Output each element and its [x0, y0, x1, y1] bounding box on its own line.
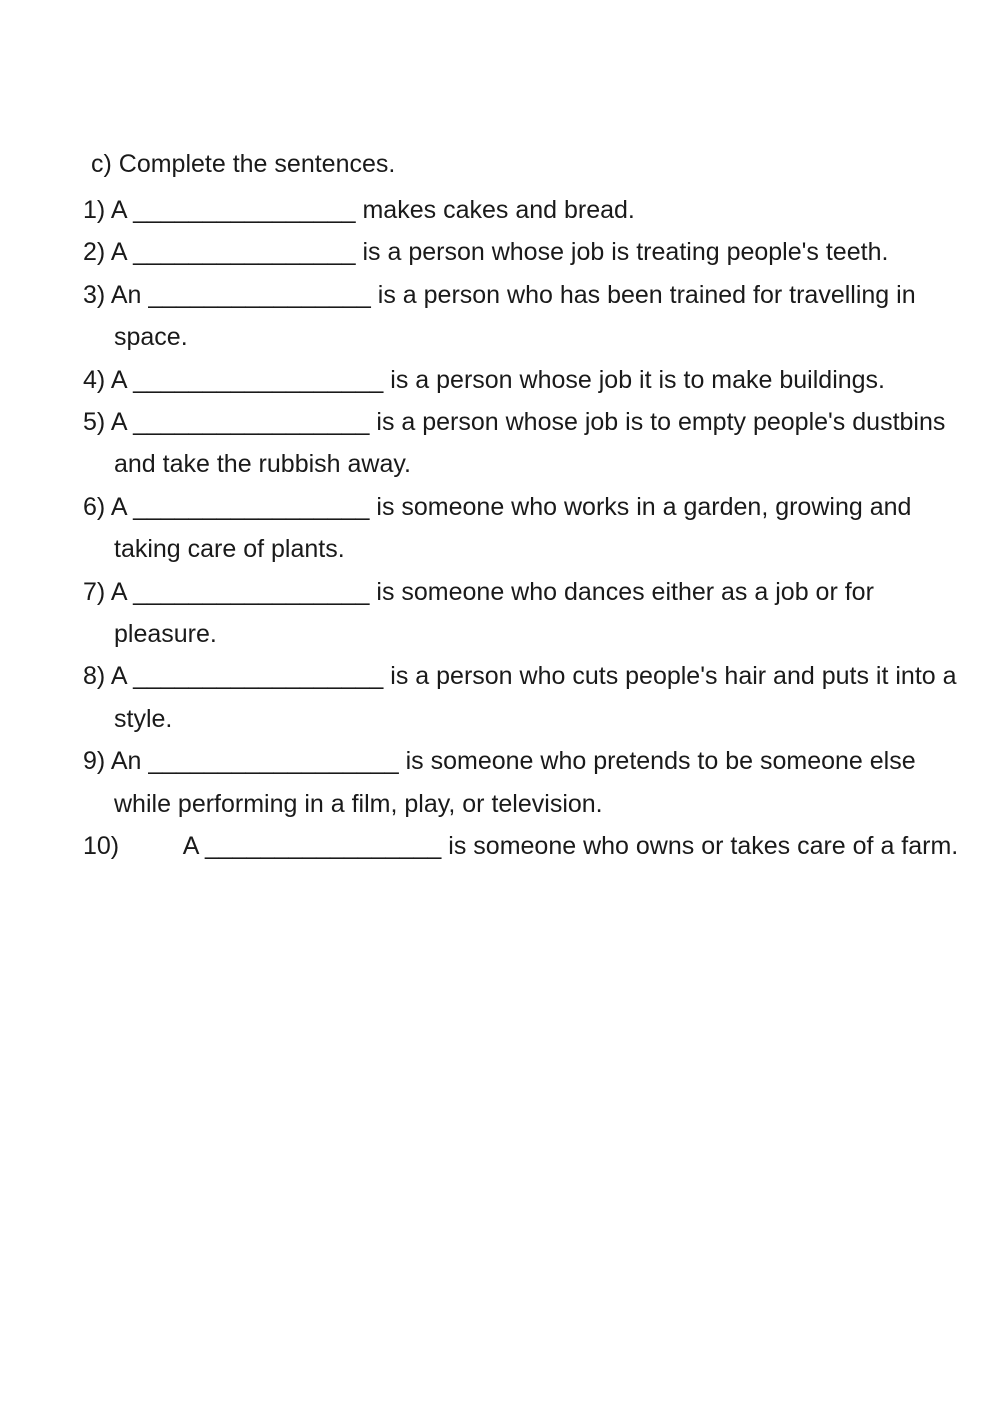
item-number: 5) [83, 408, 106, 437]
item-text: is a person who has been trained for travelling in space. [114, 280, 916, 352]
item-article: A [110, 238, 127, 267]
item-text: is a person who cuts people's hair and puts it into a style. [114, 662, 957, 733]
answer-blank: _________________ [133, 492, 370, 521]
answer-blank: __________________ [133, 662, 384, 691]
answer-blank: _________________ [204, 832, 442, 861]
answer-blank: ________________ [133, 196, 356, 224]
item-number: 6) [83, 492, 106, 521]
sentence-item-5 [83, 401, 963, 486]
item-number: 9) [83, 747, 106, 776]
sentence-list [83, 189, 963, 868]
sentence-item-8 [83, 655, 963, 740]
item-text: makes cakes and bread. [362, 196, 635, 224]
answer-blank: __________________ [133, 365, 384, 394]
item-number: 7) [83, 577, 106, 606]
item-article: A [110, 408, 127, 437]
instruction-heading: c) Complete the sentences. [91, 150, 396, 178]
answer-blank: __________________ [148, 747, 399, 776]
sentence-item-3 [83, 274, 963, 359]
item-article: A [110, 196, 127, 224]
item-article: A [110, 662, 127, 691]
item-article: A [110, 365, 127, 394]
sentence-item-1 [83, 189, 963, 231]
sentence-item-7 [83, 571, 963, 656]
sentence-item-10 [83, 825, 963, 867]
answer-blank: ________________ [148, 280, 371, 309]
sentence-item-4 [83, 359, 963, 401]
answer-blank: _________________ [133, 408, 370, 437]
sentence-item-6 [83, 486, 963, 571]
item-text: is someone who works in a garden, growing and taking care of plants. [114, 492, 912, 564]
sentence-item-2 [83, 231, 963, 273]
item-article: An [110, 747, 142, 776]
item-article: A [110, 492, 127, 521]
item-number: 3) [83, 280, 106, 309]
item-number: 4) [83, 365, 106, 394]
item-article: An [110, 280, 142, 309]
item-text: is someone who dances either as a job or for pleasure. [114, 577, 874, 649]
item-number: 8) [83, 662, 106, 691]
item-text: is a person whose job it is to make buildings. [390, 365, 885, 394]
answer-blank: _________________ [133, 577, 370, 606]
item-number: 2) [83, 238, 106, 267]
item-number: 1) [83, 196, 106, 224]
sentence-item-9 [83, 740, 963, 825]
item-text: is someone who owns or takes care of a farm. [448, 832, 959, 861]
item-text: is a person whose job is to empty people's dustbins and take the rubbish away. [114, 408, 946, 479]
item-text: is someone who pretends to be someone else while performing in a film, play, or television. [114, 747, 916, 818]
item-article: A [182, 832, 199, 861]
item-text: is a person whose job is treating people's teeth. [362, 238, 889, 267]
item-article: A [110, 577, 127, 606]
item-number: 10) [83, 832, 120, 861]
answer-blank: ________________ [133, 238, 356, 267]
